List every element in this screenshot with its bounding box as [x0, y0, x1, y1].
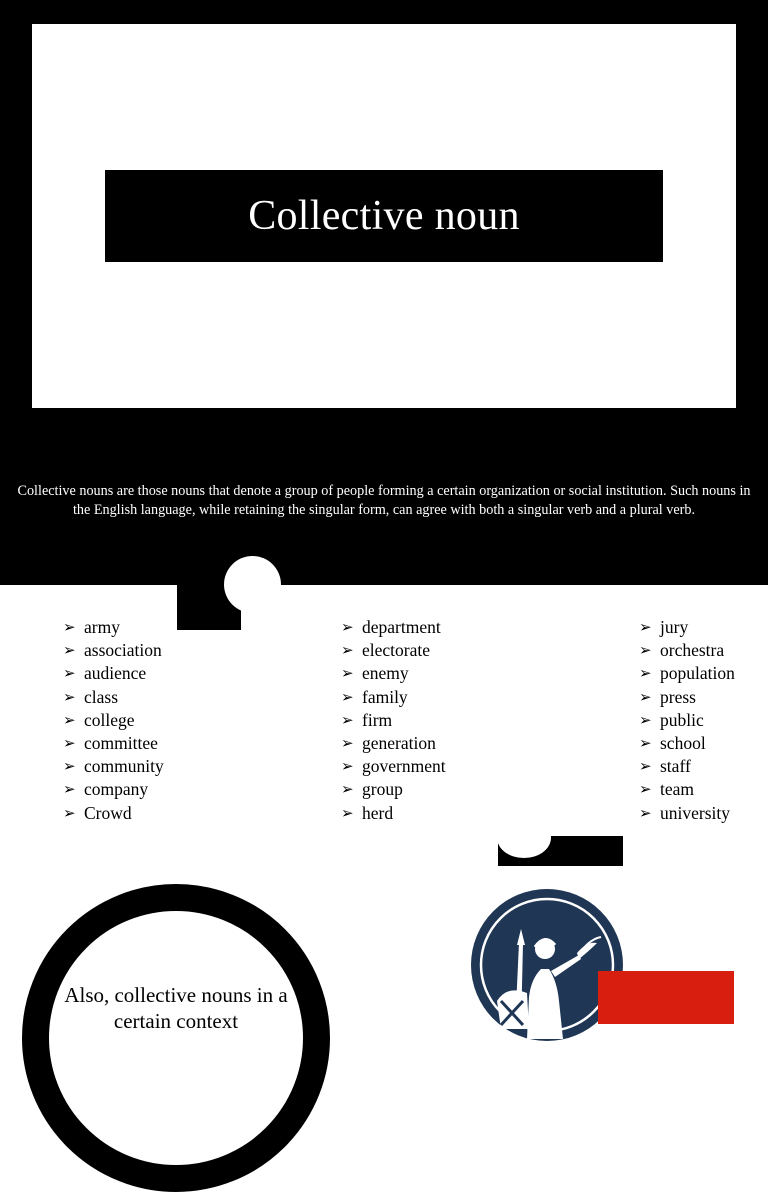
arrow-bullet-icon: ➢	[63, 757, 76, 776]
list-item-label: staff	[660, 756, 691, 777]
list-item	[341, 662, 446, 685]
red-accent-block	[598, 971, 734, 1024]
list-item	[341, 755, 446, 778]
noun-list-column-1	[63, 616, 164, 825]
arrow-bullet-icon: ➢	[63, 780, 76, 799]
list-item	[639, 662, 735, 685]
arrow-bullet-icon: ➢	[341, 641, 354, 660]
decorative-bar-cutout	[497, 800, 551, 858]
list-item	[341, 616, 446, 639]
list-item-label: university	[660, 802, 730, 823]
list-item	[639, 755, 735, 778]
list-item	[63, 616, 164, 639]
list-item	[63, 778, 164, 801]
list-item	[341, 778, 446, 801]
list-item	[639, 616, 735, 639]
list-item-label: army	[84, 617, 120, 638]
arrow-bullet-icon: ➢	[63, 803, 76, 822]
list-item-label: Crowd	[84, 802, 132, 823]
list-item	[639, 709, 735, 732]
arrow-bullet-icon: ➢	[341, 710, 354, 729]
list-item-label: public	[660, 709, 704, 730]
list-item	[639, 778, 735, 801]
list-item-label: audience	[84, 663, 147, 684]
list-item	[341, 802, 446, 825]
list-item-label: group	[362, 779, 403, 800]
arrow-bullet-icon: ➢	[639, 734, 652, 753]
list-item-label: family	[362, 686, 408, 707]
title-box	[105, 170, 663, 262]
list-item	[639, 639, 735, 662]
decorative-ring	[22, 884, 330, 1192]
arrow-bullet-icon: ➢	[63, 641, 76, 660]
list-item	[63, 802, 164, 825]
list-item	[341, 686, 446, 709]
list-item-label: enemy	[362, 663, 409, 684]
arrow-bullet-icon: ➢	[63, 710, 76, 729]
arrow-bullet-icon: ➢	[341, 618, 354, 637]
list-item-label: class	[84, 686, 119, 707]
arrow-bullet-icon: ➢	[639, 780, 652, 799]
list-item	[63, 709, 164, 732]
list-item	[63, 755, 164, 778]
list-item	[341, 639, 446, 662]
arrow-bullet-icon: ➢	[639, 641, 652, 660]
list-item-label: association	[84, 640, 162, 661]
arrow-bullet-icon: ➢	[639, 687, 652, 706]
intro-paragraph: Collective nouns are those nouns that denote a group of people forming a certain organization or social institution. Such nouns in the English language, while retaining the singular form, can agree with both a singular verb and a plural verb.	[17, 483, 751, 518]
arrow-bullet-icon: ➢	[639, 664, 652, 683]
arrow-bullet-icon: ➢	[63, 664, 76, 683]
arrow-bullet-icon: ➢	[341, 687, 354, 706]
list-item-label: population	[660, 663, 735, 684]
arrow-bullet-icon: ➢	[63, 734, 76, 753]
list-item-label: orchestra	[660, 640, 725, 661]
list-item-label: community	[84, 756, 164, 777]
list-item-label: electorate	[362, 640, 431, 661]
list-item	[63, 639, 164, 662]
list-item-label: committee	[84, 733, 158, 754]
list-item-label: firm	[362, 709, 393, 730]
list-item-label: jury	[660, 617, 689, 638]
list-item	[639, 686, 735, 709]
list-item	[63, 686, 164, 709]
arrow-bullet-icon: ➢	[341, 734, 354, 753]
noun-list-column-2	[341, 616, 446, 825]
arrow-bullet-icon: ➢	[63, 618, 76, 637]
arrow-bullet-icon: ➢	[341, 780, 354, 799]
arrow-bullet-icon: ➢	[341, 803, 354, 822]
list-item-label: herd	[362, 802, 394, 823]
decorative-circle	[224, 556, 281, 613]
arrow-bullet-icon: ➢	[639, 803, 652, 822]
list-item-label: team	[660, 779, 695, 800]
list-item-label: company	[84, 779, 149, 800]
list-item	[341, 732, 446, 755]
list-item	[341, 709, 446, 732]
list-item-label: generation	[362, 733, 436, 754]
list-item	[63, 662, 164, 685]
list-item-label: department	[362, 617, 441, 638]
footer-text: Also, collective nouns in a certain context	[64, 983, 288, 1033]
arrow-bullet-icon: ➢	[639, 757, 652, 776]
list-item-label: government	[362, 756, 446, 777]
list-item-label: press	[660, 686, 696, 707]
list-item	[639, 802, 735, 825]
noun-list-column-3	[639, 616, 735, 825]
arrow-bullet-icon: ➢	[639, 618, 652, 637]
list-item	[63, 732, 164, 755]
arrow-bullet-icon: ➢	[341, 757, 354, 776]
arrow-bullet-icon: ➢	[63, 687, 76, 706]
list-item-label: college	[84, 709, 135, 730]
page-title: Collective noun	[248, 193, 520, 239]
list-item-label: school	[660, 733, 706, 754]
arrow-bullet-icon: ➢	[341, 664, 354, 683]
arrow-bullet-icon: ➢	[639, 710, 652, 729]
list-item	[639, 732, 735, 755]
